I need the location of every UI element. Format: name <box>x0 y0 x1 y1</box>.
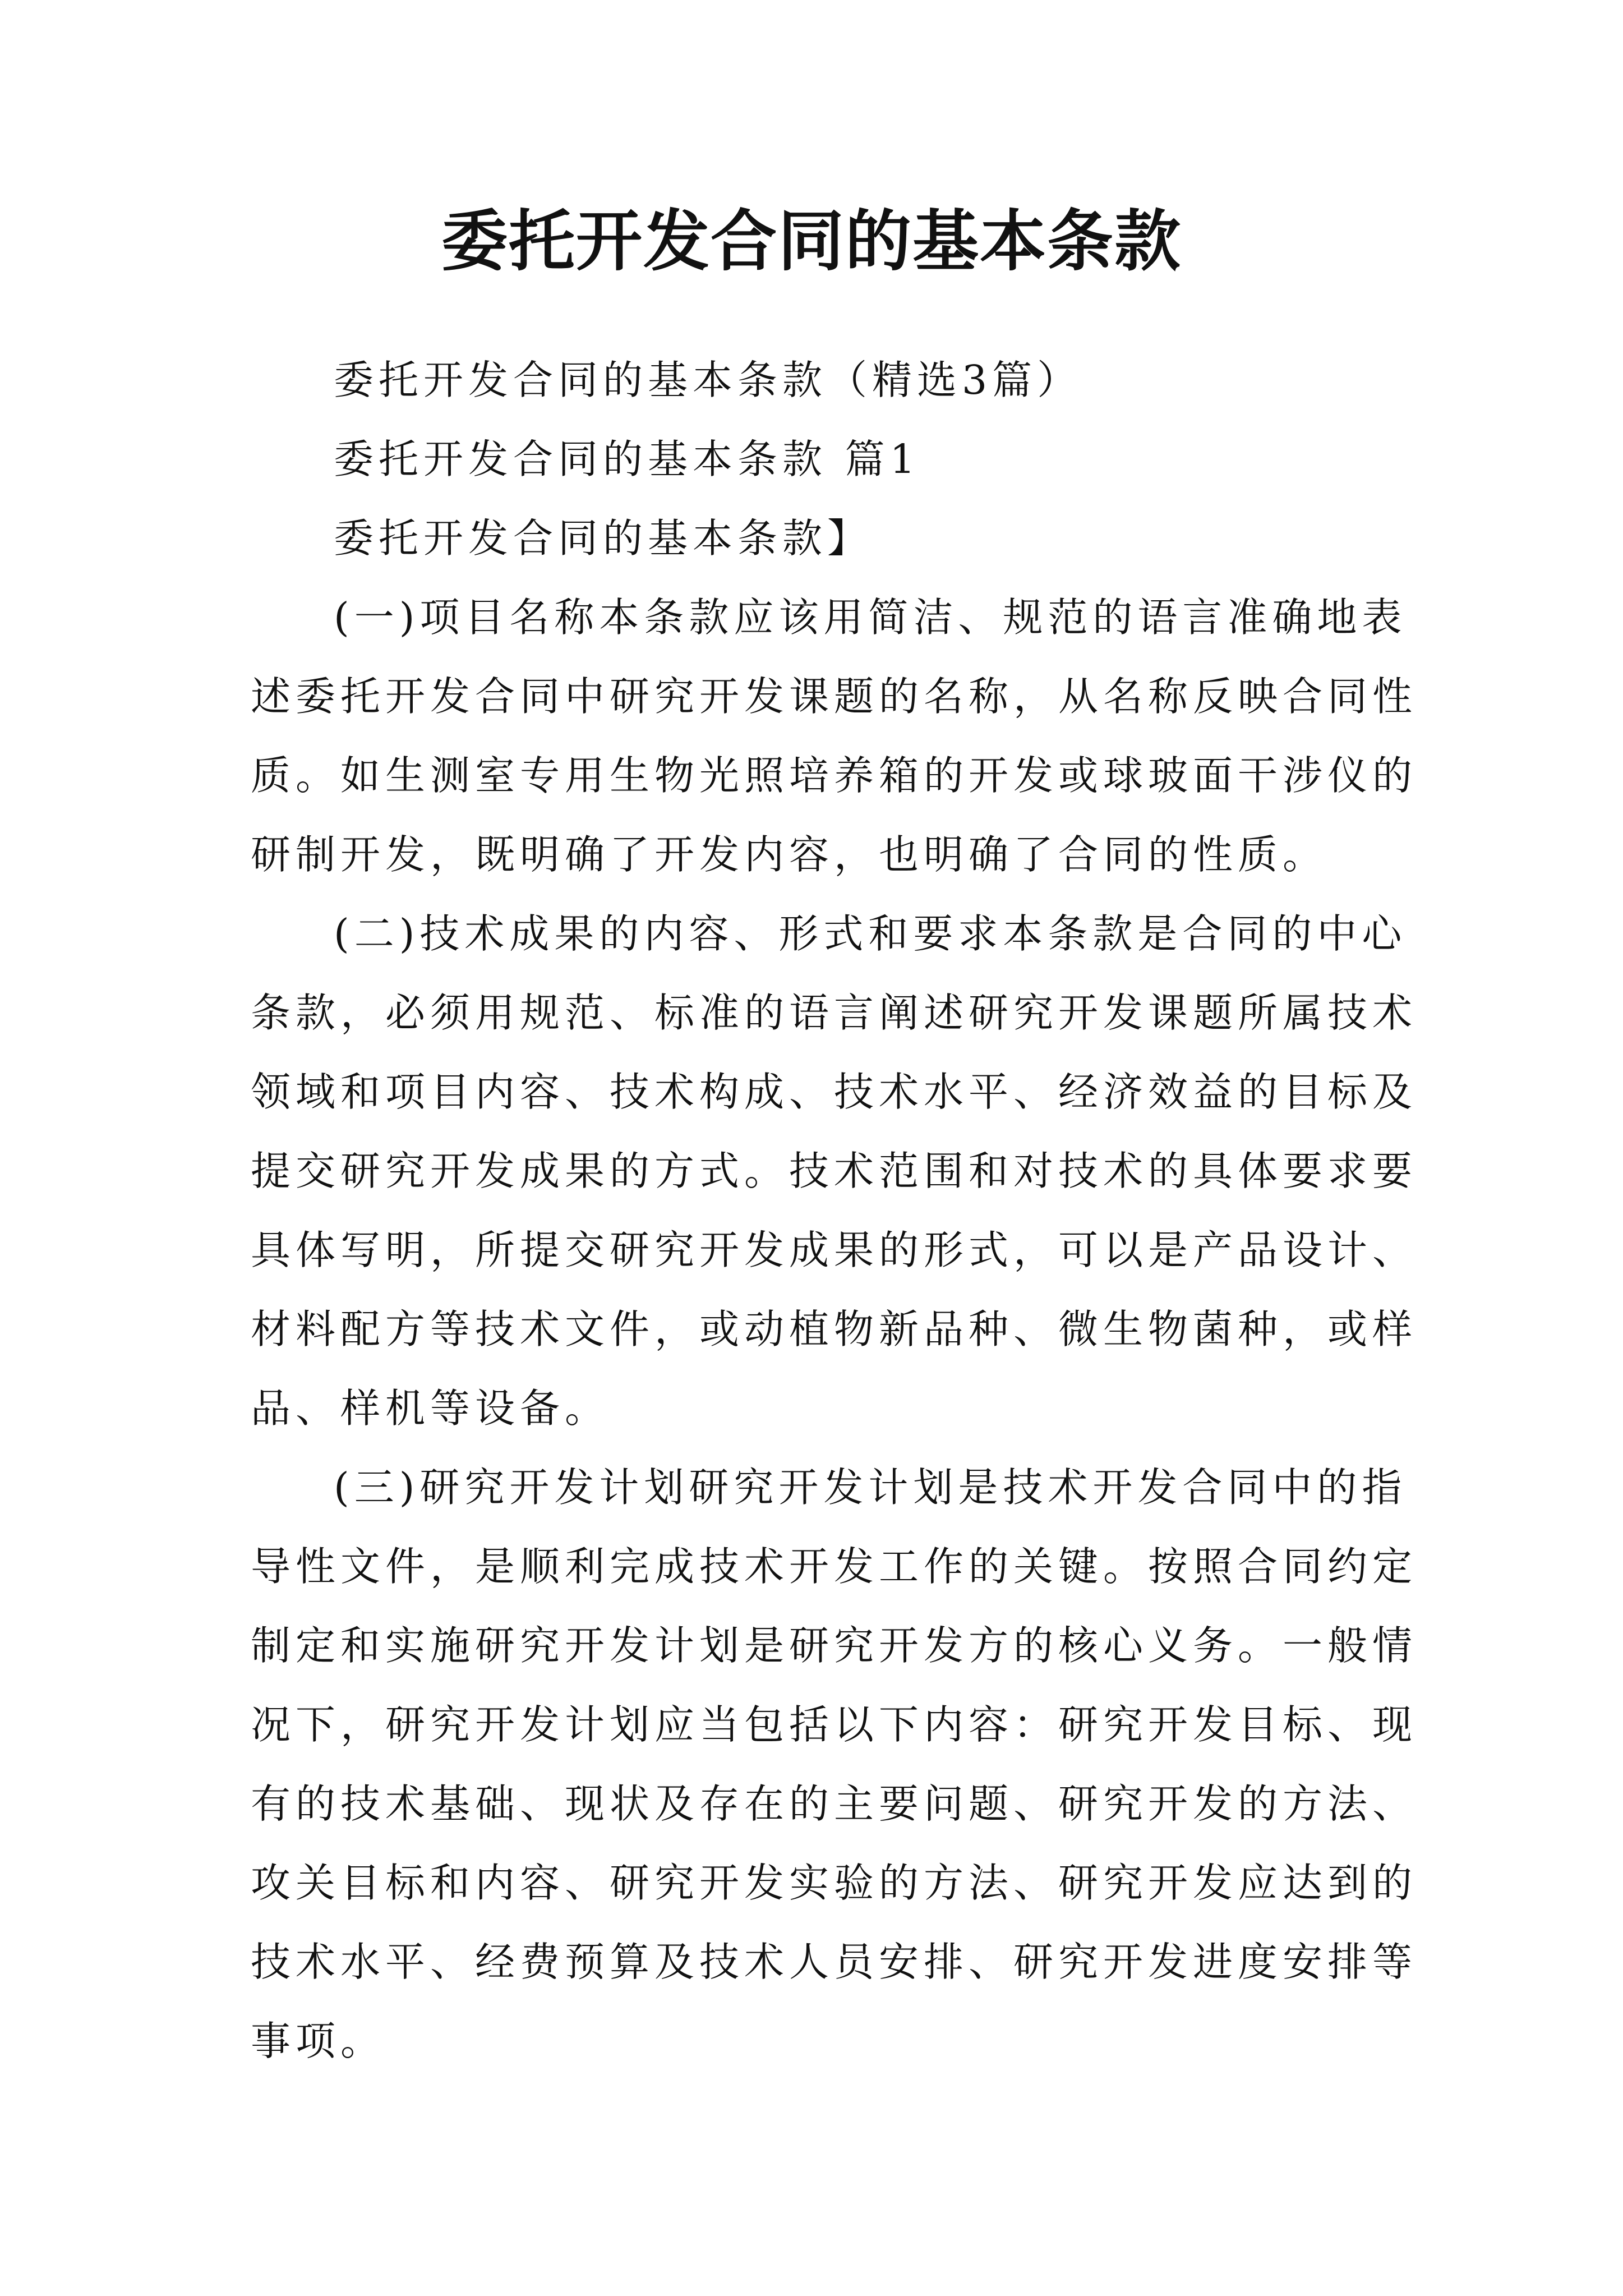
text-line: 事项。 <box>251 2018 386 2064</box>
document-body <box>251 341 1418 2081</box>
text-line: 质。如生测室专用生物光照培养箱的开发或球玻面干涉仪的 <box>251 752 1418 799</box>
text-line: 品、样机等设备。 <box>251 1385 610 1432</box>
text-line: 有的技术基础、现状及存在的主要问题、研究开发的方法、 <box>251 1780 1418 1827</box>
text-line: 研制开发，既明确了开发内容，也明确了合同的性质。 <box>251 831 1328 878</box>
text-line: 材料配方等技术文件，或动植物新品种、微生物菌种，或样 <box>251 1306 1418 1352</box>
text-line: (二)技术成果的内容、形式和要求本条款是合同的中心 <box>334 910 1407 957</box>
text-line: 委托开发合同的基本条款 篇1 <box>334 436 920 482</box>
text-line: 导性文件，是顺利完成技术开发工作的关键。按照合同约定 <box>251 1543 1418 1590</box>
text-line: 条款，必须用规范、标准的语言阐述研究开发课题所属技术 <box>251 990 1418 1036</box>
text-line: 攻关目标和内容、研究开发实验的方法、研究开发应达到的 <box>251 1860 1418 1906</box>
text-line: (三)研究开发计划研究开发计划是技术开发合同中的指 <box>334 1464 1407 1511</box>
text-line: (一)项目名称本条款应该用简洁、规范的语言准确地表 <box>334 594 1407 641</box>
text-line: 领域和项目内容、技术构成、技术水平、经济效益的目标及 <box>251 1069 1418 1115</box>
text-line: 技术水平、经费预算及技术人员安排、研究开发进度安排等 <box>251 1939 1418 1985</box>
text-line: 述委托开发合同中研究开发课题的名称，从名称反映合同性 <box>251 673 1418 720</box>
text-line: 委托开发合同的基本条款（精选3篇） <box>334 357 1082 403</box>
text-line: 提交研究开发成果的方式。技术范围和对技术的具体要求要 <box>251 1148 1418 1194</box>
text-line: 具体写明，所提交研究开发成果的形式，可以是产品设计、 <box>251 1227 1418 1273</box>
text-line: 况下，研究开发计划应当包括以下内容：研究开发目标、现 <box>251 1701 1418 1748</box>
text-line: 制定和实施研究开发计划是研究开发方的核心义务。一般情 <box>251 1622 1418 1669</box>
text-line: 委托开发合同的基本条款】 <box>334 515 873 562</box>
document-title: 委托开发合同的基本条款 <box>441 202 1182 280</box>
